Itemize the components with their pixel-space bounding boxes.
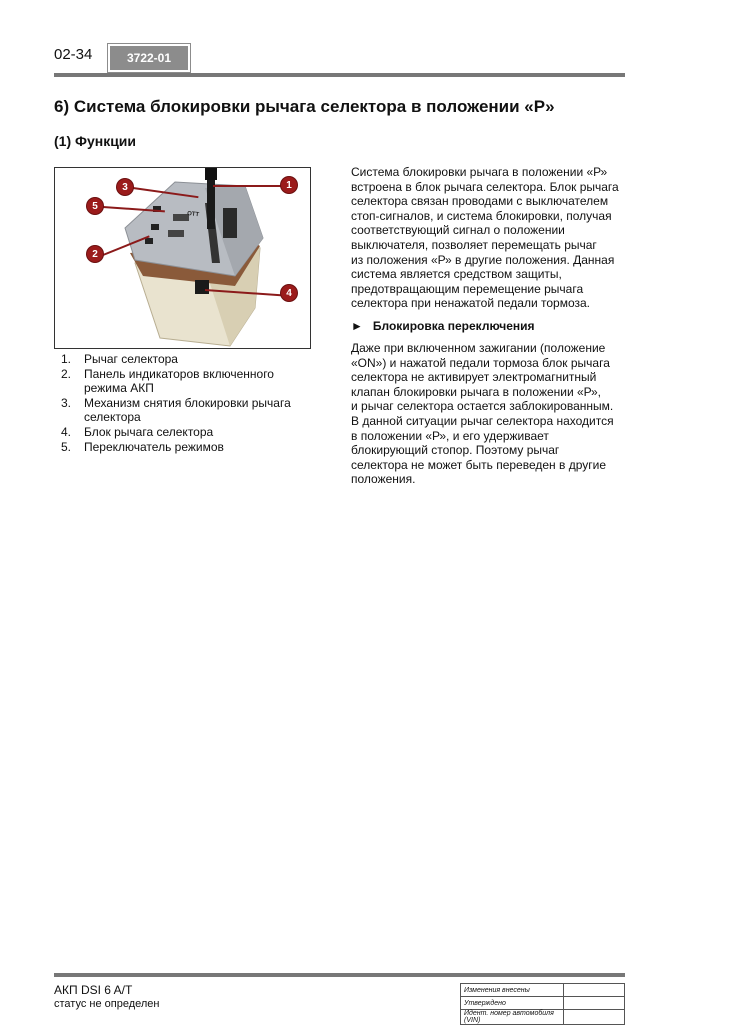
sign-label: Изменения внесены (461, 984, 564, 997)
shift-lock-line: селектора не может быть переведен в другие (351, 457, 606, 472)
description-line: выключателя, позволяет перемещать рычаг (351, 237, 597, 252)
legend-item (54, 352, 314, 367)
legend-text (84, 396, 291, 425)
subsection-title: (1) Функции (54, 133, 137, 149)
description-line: селектора при ненажатой педали тормоза. (351, 296, 591, 311)
document-code-badge: 3722-01 (108, 44, 190, 72)
description-line: встроена в блок рычага селектора. Блок рычага (351, 179, 619, 194)
description-line: стоп-сигналов, и система блокировки, получая (351, 208, 612, 223)
legend-line: Переключатель режимов (84, 439, 224, 454)
figure-legend (54, 352, 314, 454)
description-line: селектора связан проводами с выключателем (351, 194, 609, 209)
shift-lock-line: «ON») и нажатой педали тормоза блок рычага (351, 355, 610, 370)
description-line: соответствующий сигнал о положении (351, 223, 565, 238)
section-title: 6) Система блокировки рычага селектора в положении «Р» (54, 97, 555, 116)
sign-label: Идент. номер автомобиля (VIN) (461, 1010, 564, 1025)
callout-line-1 (213, 185, 281, 187)
legend-item (54, 440, 314, 455)
description-paragraph (351, 165, 631, 311)
callout-3: 3 (117, 179, 133, 195)
legend-num: 3. (61, 395, 72, 410)
shift-lock-line: положения. (351, 472, 416, 487)
sign-row (461, 1010, 625, 1025)
sign-value (564, 984, 625, 997)
panel-label: OTT (186, 211, 200, 219)
legend-line: Рычаг селектора (84, 352, 178, 366)
header-rule (54, 73, 625, 77)
legend-text (84, 440, 224, 455)
legend-line: Блок рычага селектора (84, 424, 214, 439)
sign-value (564, 1010, 625, 1025)
shift-lock-line: В данной ситуации рычаг селектора находится (351, 413, 614, 428)
legend-line: Панель индикаторов включенного (84, 366, 274, 381)
shift-lock-paragraph (351, 341, 631, 487)
sign-label: Утверждено (461, 997, 564, 1010)
description-line: система является средством защиты, (351, 267, 562, 282)
legend-line: селектора (84, 410, 141, 425)
sign-row (461, 997, 625, 1010)
legend-text (84, 352, 178, 367)
legend-item (54, 425, 314, 440)
legend-item (54, 396, 314, 425)
shift-lock-heading (351, 319, 535, 333)
legend-text (84, 425, 213, 440)
sign-value (564, 997, 625, 1010)
description-line: Система блокировки рычага в положении «Р» (351, 165, 608, 179)
callout-4: 4 (281, 285, 297, 301)
callout-5: 5 (87, 198, 103, 214)
footer-product: АКП DSI 6 A/T (54, 983, 133, 997)
description-line: предотвращающим перемещение рычага (351, 281, 584, 296)
description-line: из положения «Р» в другие положения. Данная (351, 252, 615, 267)
footer-status: статус не определен (54, 998, 160, 1010)
shift-lock-line: клапан блокировки рычага в положении «Р», (351, 384, 602, 399)
selector-lever-photo (54, 167, 311, 349)
bullet-arrow-icon: ► (351, 319, 363, 333)
callout-1: 1 (281, 177, 297, 193)
shift-lock-line: и рычаг селектора остается заблокированным. (351, 399, 614, 414)
legend-text (84, 367, 274, 396)
legend-num: 5. (61, 439, 72, 454)
shift-lock-line: в положении «Р», и его удерживает (351, 428, 549, 443)
shift-lock-heading-text: Блокировка переключения (372, 319, 535, 333)
callout-2: 2 (87, 246, 103, 262)
legend-line: режима АКП (84, 381, 154, 396)
shift-lock-line: блокирующий стопор. Поэтому рычаг (351, 443, 560, 458)
footer-rule (54, 973, 625, 977)
legend-num: 4. (61, 424, 72, 439)
sign-off-table (460, 983, 625, 1025)
legend-num: 1. (61, 352, 72, 366)
sign-row (461, 984, 625, 997)
shift-lock-line: Даже при включенном зажигании (положение (351, 341, 606, 355)
legend-item (54, 367, 314, 396)
legend-num: 2. (61, 366, 72, 381)
shift-lock-line: селектора не активирует электромагнитный (351, 370, 597, 385)
page-number: 02-34 (54, 46, 93, 63)
legend-line: Механизм снятия блокировки рычага (84, 395, 291, 410)
